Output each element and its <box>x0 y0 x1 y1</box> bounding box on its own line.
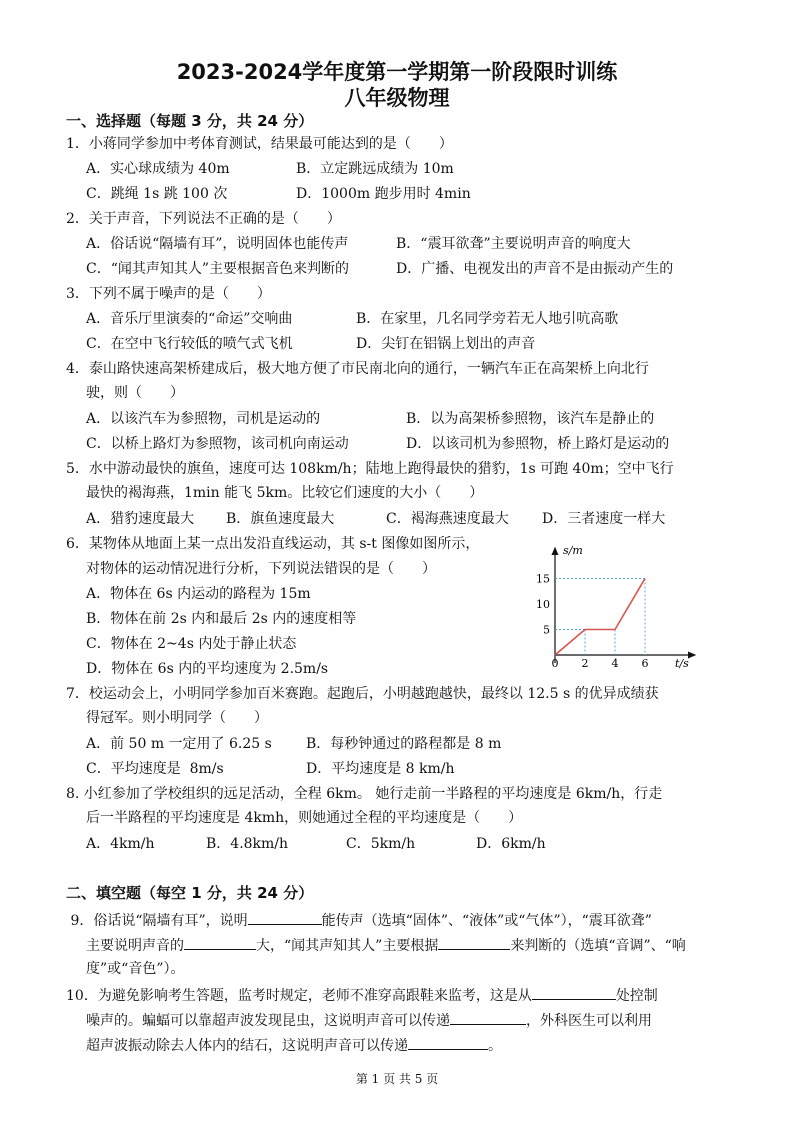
q4-option-c: C．以桥上路灯为参照物，该司机向南运动 <box>86 436 349 452</box>
x-axis-label: t/s <box>675 657 689 670</box>
question-10-line2: 噪声的。蝙蝠可以靠超声波发现昆虫，这说明声音可以传递 ，外科医生可以利用 <box>86 1010 652 1030</box>
question-9-line2: 主要说明声音的 大，“闻其声知其人”主要根据 来判断的（选填“音调”、“响 <box>86 935 686 955</box>
q5-option-b: B．旗鱼速度最大 <box>226 511 335 527</box>
q10-blank-2[interactable] <box>450 1010 526 1025</box>
question-7-stem-line1: 7．校运动会上，小明同学参加百米赛跑。起跑后，小明越跑越快，最终以 12.5 s 的优异成绩获 <box>66 686 659 702</box>
q1-option-a: A．实心球成绩为 40m <box>86 161 230 177</box>
q6-option-c: C．物体在 2~4s 内处于静止状态 <box>86 636 297 652</box>
q9-blank-1[interactable] <box>248 910 322 925</box>
q8-option-d: D．6km/h <box>476 836 546 852</box>
q9-blank-3[interactable] <box>438 935 510 950</box>
exam-subtitle: 八年级物理 <box>344 86 450 110</box>
x-tick-label-2: 2 <box>581 657 589 670</box>
q4-option-d: D．以该司机为参照物，桥上路灯是运动的 <box>406 436 670 452</box>
q7-option-d: D．平均速度是 8 km/h <box>306 761 455 777</box>
q6-option-d: D．物体在 6s 内的平均速度为 2.5m/s <box>86 661 329 677</box>
q3-option-c: C．在空中飞行较低的喷气式飞机 <box>86 336 293 352</box>
q8-option-a: A．4km/h <box>86 836 155 852</box>
page-footer: 第 1 页 共 5 页 <box>355 1072 439 1086</box>
s-t-line <box>555 579 645 656</box>
exam-title: 2023-2024学年度第一学期第一阶段限时训练 <box>176 60 618 84</box>
q5-option-c: C．褐海燕速度最大 <box>386 511 509 527</box>
y-tick-label-5: 5 <box>543 623 550 637</box>
q2-option-a: A．俗话说“隔墙有耳”，说明固体也能传声 <box>86 236 349 252</box>
question-4-stem-line1: 4．泰山路快速高架桥建成后，极大地方便了市民南北向的通行，一辆汽车正在高架桥上向北行 <box>66 361 649 377</box>
question-8-stem-line2: 后一半路程的平均速度是 4kmh，则她通过全程的平均速度是（ ） <box>86 810 523 826</box>
q6-option-b: B．物体在前 2s 内和最后 2s 内的速度相等 <box>86 611 357 627</box>
q10-blank-1[interactable] <box>532 985 616 1000</box>
question-7-stem-line2: 得冠军。则小明同学（ ） <box>86 710 268 726</box>
s-t-graph <box>530 540 700 670</box>
q3-option-d: D．尖钉在铝锅上划出的声音 <box>356 336 536 352</box>
section-heading-fill: 二、填空题（每空 1 分，共 24 分） <box>66 884 314 902</box>
q6-option-a: A．物体在 6s 内运动的路程为 15m <box>86 586 311 602</box>
question-4-stem-line2: 驶，则（ ） <box>86 385 184 401</box>
q3-option-a: A．音乐厅里演奏的“命运”交响曲 <box>86 311 293 327</box>
question-8-stem-line1: 8. 小红参加了学校组织的远足活动，全程 6km。 她行走前一半路程的平均速度是 6km/h，行走 <box>66 786 663 802</box>
q1-option-c: C．跳绳 1s 跳 100 次 <box>86 186 228 202</box>
question-9-line1: 9．俗话说“隔墙有耳”，说明 能传声（选填“固体”、“液体”或“气体”），“震耳欲聋” <box>66 910 652 930</box>
q4-option-b: B．以为高架桥参照物，该汽车是静止的 <box>406 411 655 427</box>
question-5-stem-line2: 最快的褐海燕，1min 能飞 5km。比较它们速度的大小（ ） <box>86 485 484 501</box>
q8-option-b: B．4.8km/h <box>206 836 289 852</box>
x-tick-label-4: 4 <box>611 657 619 670</box>
y-tick-label-10: 10 <box>536 598 550 611</box>
q10-blank-3[interactable] <box>408 1035 488 1050</box>
q9-blank-2[interactable] <box>184 935 256 950</box>
question-2-stem: 2．关于声音，下列说法不正确的是（ ） <box>66 211 341 227</box>
y-tick-label-15: 15 <box>536 572 550 586</box>
section-heading-choice: 一、选择题（每题 3 分，共 24 分） <box>66 112 314 130</box>
question-5-stem-line1: 5．水中游动最快的旗鱼，速度可达 108km/h；陆地上跑得最快的猎豹，1s 可跑 40m；空中飞行 <box>66 461 674 477</box>
q7-option-c: C．平均速度是 8m/s <box>86 761 224 777</box>
q5-option-d: D．三者速度一样大 <box>542 511 666 527</box>
q2-option-c: C．“闻其声知其人”主要根据音色来判断的 <box>86 261 350 277</box>
q1-option-b: B．立定跳远成绩为 10m <box>296 161 454 177</box>
q2-option-b: B．“震耳欲聋”主要说明声音的响度大 <box>396 236 631 252</box>
x-tick-label-0: 0 <box>551 657 559 670</box>
q5-option-a: A．猎豹速度最大 <box>86 511 195 527</box>
q4-option-a: A．以该汽车为参照物，司机是运动的 <box>86 411 321 427</box>
q7-option-a: A．前 50 m 一定用了 6.25 s <box>86 736 272 752</box>
q7-option-b: B．每秒钟通过的路程都是 8 m <box>306 736 502 752</box>
question-6-stem-line2: 对物体的运动情况进行分析，下列说法错误的是（ ） <box>86 561 436 577</box>
q2-option-d: D．广播、电视发出的声音不是由振动产生的 <box>396 261 674 277</box>
question-10-line3: 超声波振动除去人体内的结石，这说明声音可以传递 。 <box>86 1035 502 1055</box>
x-tick-label-6: 6 <box>641 657 649 670</box>
question-6-stem-line1: 6．某物体从地面上某一点出发沿直线运动，其 s-t 图像如图所示， <box>66 536 480 552</box>
question-9-line3: 度”或“音色”）。 <box>86 961 185 977</box>
question-3-stem: 3．下列不属于噪声的是（ ） <box>66 286 271 302</box>
q1-option-d: D．1000m 跑步用时 4min <box>296 186 471 202</box>
question-1-stem: 1．小蒋同学参加中考体育测试，结果最可能达到的是（ ） <box>66 136 453 152</box>
y-axis-label: s/m <box>563 544 583 557</box>
q8-option-c: C．5km/h <box>346 836 416 852</box>
question-10-line1: 10．为避免影响考生答题，监考时规定，老师不准穿高跟鞋来监考，这是从 处控制 <box>66 985 658 1005</box>
q3-option-b: B．在家里，几名同学旁若无人地引吭高歌 <box>356 311 619 327</box>
